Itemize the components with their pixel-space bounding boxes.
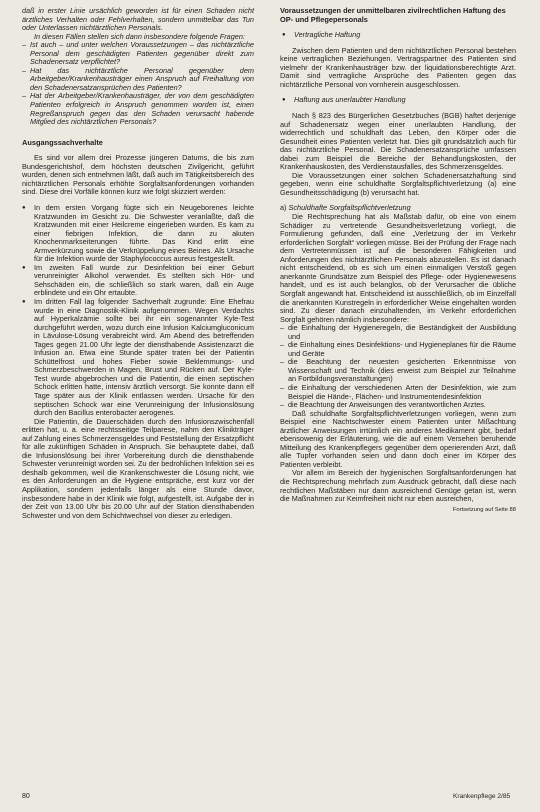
subheading-tort-liability: ● Haftung aus unerlaubter Handlung xyxy=(280,96,516,105)
page-number: 80 xyxy=(22,793,30,800)
subheading-contract-liability: ● Vertragliche Haftung xyxy=(280,31,516,40)
questions-list xyxy=(22,41,254,126)
case-item: ● In dem ersten Vorgang fügte sich ein Neugeborenes leichte Kratzwunden im Gesicht zu. Die Schwester veranlaßte, daß die Kratzwunden mit einer Heilcreme eingerieben wurden. Es kam zu einer fiebrigen Infektion, die dann zu akuten Knochenmarkseiterungen führte. Das Kind erlitt eine Armverkürzung sowie die Verkrüppelung eines Beines. Als Ursache für die Infektion wurde der Staphylococcus aureus festgestellt. xyxy=(22,204,254,264)
question-item: – Ist auch – und unter welchen Voraussetzungen – das nichtärztliche Personal dem geschädigten Patienten gegenüber direkt zum Schadenersatz verpflichtet? xyxy=(22,41,254,67)
body-paragraph: Vor allem im Bereich der hygienischen Sorgfaltsanforderungen hat die Rechtsprechung mehrfach zum Ausdruck gebracht, daß diese nach rechtlichen Maßstäben nur dann ausreichend Genüge getan ist, wenn die Maßnahmen zur Keimfreiheit nicht nur eben ausreichen, xyxy=(280,468,516,504)
section-heading: Ausgangssachverhalte xyxy=(22,137,103,147)
duty-item: – die Beachtung der neuesten gesicherten Erkenntnisse von Wissenschaft und Technik (dies erweist zum Beispiel zur Teilnahme an Fortbildungsveranstaltungen) xyxy=(280,358,516,384)
body-paragraph: Die Voraussetzungen einer solchen Schadenersatzhaftung sind gegeben, wenn eine schuldhafte Sorgfaltspflichtverletzung (a) eine Gesundheitsschädigung (b) verursacht hat. xyxy=(280,170,516,197)
case-item: ● Im dritten Fall lag folgender Sachverhalt zugrunde: Eine Ehefrau wurde in eine Diagnostik-Klinik aufgenommen. Wegen Verdachts auf Hyperkalzämie sollte bei ihr ein sogenannter Kyle-Test durchgeführt werden, wozu durch eine Infusion Kalciumgluconicum in Lävulose-Lösung verabreicht wird. Am Abend des betreffenden Tages gegen 21.00 Uhr legte der diensthabende Assistenzarzt die Infusion an. Etwa eine Stunde später traten bei der Patientin Schüttelfrost und hohes Fieber sowie Beklemmungs- und Schmerzbeschwerden in Magen, Brust und Rücken auf. Der Kyle-Test wurde abgebrochen und die Patientin, die einen septischen Schock erlitten hatte, intensiv ärztlich versorgt. Sie konnte dann elf Tage später aus der Klinik entlassen werden. Ursache für den septischen Schock war eine Verunreinigung der Infusionslösung durch den Bacillus enterobacter aerogenes. xyxy=(22,298,254,418)
question-item: – Hat der Arbeitgeber/Krankenhausträger, der von dem geschädigten Patienten erfolgreich in Anspruch genommen worden ist, einen Regreßanspruch gegen das den Schaden verursacht habende Mitglied des nichtärztlichen Personals? xyxy=(22,92,254,126)
duty-item: – die Beachtung der Anweisungen des verantwortlichen Arztes. xyxy=(280,401,516,410)
duty-list xyxy=(280,324,516,409)
section-heading: Voraussetzungen der unmittelbaren zivilrechtlichen Haftung des OP- und Pflegepersonals xyxy=(280,6,506,24)
continuation-note: Fortsetzung auf Seite 88 xyxy=(452,506,516,513)
intro-questions-lead: In diesen Fällen stellen sich dann insbesondere folgende Fragen: xyxy=(34,31,245,41)
duty-item: – die Einhaltung eines Desinfektions- und Hygieneplanes für die Räume und Geräte xyxy=(280,341,516,358)
right-column xyxy=(280,7,516,514)
intro-paragraph: daß in erster Linie ursächlich geworden ist für einen Schaden nicht ärztliches Verhalten oder Fehlverhalten, sondern unmittelbar das Tun oder Unterlassen nichtärztlichen Personals. xyxy=(22,6,254,33)
left-column xyxy=(22,7,254,520)
body-paragraph: Zwischen dem Patienten und dem nichtärztlichen Personal bestehen keine vertraglichen Beziehungen. Vertragspartner des Patienten sind vielmehr der Krankenhausträger bzw. der liquidationsberechtigte Arzt. Damit sind vertragliche Ansprüche des Patienten gegen das nichtärztliche Personal von vornherein ausgeschlossen. xyxy=(280,45,516,89)
subheading-text: Schuldhafte Sorgfaltspflichtverletzung xyxy=(288,203,411,213)
body-paragraph: Daß schuldhafte Sorgfaltspflichtverletzungen vorliegen, wenn zum Beispiel eine Nachtschwester einem Patienten unter Mißachtung ärztlicher Anweisungen irrtümlich ein anderes Medikament gibt, bedarf ebensowenig der Erläuterung, wie die auf einem Versehen beruhende Mitteilung des Krankenpflegers gegenüber dem operierenden Arzt, daß alle Tupfer vorhanden seien und dann doch einer im Körper des Patienten verbleibt. xyxy=(280,408,516,469)
body-paragraph: Die Patientin, die Dauerschäden durch den Infusionszwischenfall erlitten hat, u. a. eine rechtsseitige Teilparese, nahm den Klinikträger auf Zahlung eines Schmerzensgeldes und Feststellung der Ersatzpflicht für alle zukünftigen Schäden in Anspruch. Sie behauptete dabei, daß die Infusionslösung bei ihrer Vorbereitung durch die diensthabende Schwester verunreinigt worden sei. Zu der bedrohlichen Infektion sei es deshalb gekommen, weil die Krankenschwester die Lösung nicht, wie es den Anforderungen an die Hygiene entspräche, erst kurz vor der Applikation, sondern jedenfalls länger als eine Stunde davor, insbesondere habe in der Klinik wie folgt, aufgestellt, ist. Aufgabe der in der Zeit von 13.00 Uhr bis 20.00 Uhr auf der Station diensthabenden Schwester und von dem Schichtwechsel von dieser zu erledigen. xyxy=(22,416,255,520)
question-item: – Hat das nichtärztliche Personal gegenüber dem Arbeitgeber/Krankenhausträger einen Anspruch auf Freihaltung von den Schadenersatzansprüchen des Patienten? xyxy=(22,67,254,93)
case-item: ● Im zweiten Fall wurde zur Desinfektion bei einer Geburt verunreinigter Alkohol verwendet. Es stellten sich Hör- und Sehschäden ein, die schließlich so stark waren, daß ein Auge erblindete und ein Ohr ertaubte. xyxy=(22,264,254,298)
body-paragraph: Nach § 823 des Bürgerlichen Gesetzbuches (BGB) haftet derjenige auf Schadenersatz wegen einer unerlaubten Handlung, der widerrechtlich und schuldhaft das Leben, den Körper oder die Gesundheit eines Patienten verletzt hat. Dies gilt grundsätzlich auch für das nichtärztliche Personal. Die Schadenersatzansprüche umfassen dabei zum Beispiel die Bereiche der Behandlungskosten, der Krankenhauskosten, des Verdienstausfalles, des Schmerzensgeldes. xyxy=(280,111,516,172)
journal-footer: Krankenpflege 2/85 xyxy=(453,793,511,800)
subheading-label: a) xyxy=(280,203,287,213)
case-list xyxy=(22,204,254,418)
body-paragraph: Die Rechtsprechung hat als Maßstab dafür, ob eine von einem Schädiger zu vertretende Gesundheitsverletzung vorliegt, die Formulierung gefunden, daß eine „Verletzung der im Verkehr erforderlichen Sorgfalt“ vorliegen müsse. Bei der Prüfung der Frage nach dem Vertretenmüssen ist auf die besonderen Fähigkeiten und Anforderungen des nichtärztlichen Personals abzustellen. Es ist danach nicht entscheidend, ob es sich um einen einmaligen Verstoß gegen anerkannte Grundsätze zum Beispiel des Pflege- oder Hygienewesens handelt, und es ist auch belanglos, ob der Verursacher die übliche Sorgfalt angewandt hat. Entscheidend ist ausschließlich, ob im Einzelfall die anerkannten Kunstregeln in erforderlicher Weise eingehalten worden sind. Zu dieser danach einzuhaltenden, im Verkehr erforderlichen Sorgfalt gehören nämlich insbesondere: xyxy=(280,212,516,324)
body-paragraph: Es sind vor allem drei Prozesse jüngeren Datums, die bis zum Bundesgerichtshof, dem höchsten deutschen Zivilgericht, geführt wurden, denen sich entnehmen läßt, daß auch im Tätigkeitsbereich des nichtärztlichen Personals erhöhte Sorgfaltsanforderungen vorhanden sind. Diese drei Vorfälle können kurz wie folgt skizziert werden: xyxy=(22,153,254,197)
duty-item: – die Einhaltung der verschiedenen Arten der Desinfektion, wie zum Beispiel die Hände-, Flächen- und Instrumentendesinfektion xyxy=(280,384,516,401)
duty-item: – die Einhaltung der Hygieneregeln, die Beständigkeit der Ausbildung und xyxy=(280,324,516,341)
